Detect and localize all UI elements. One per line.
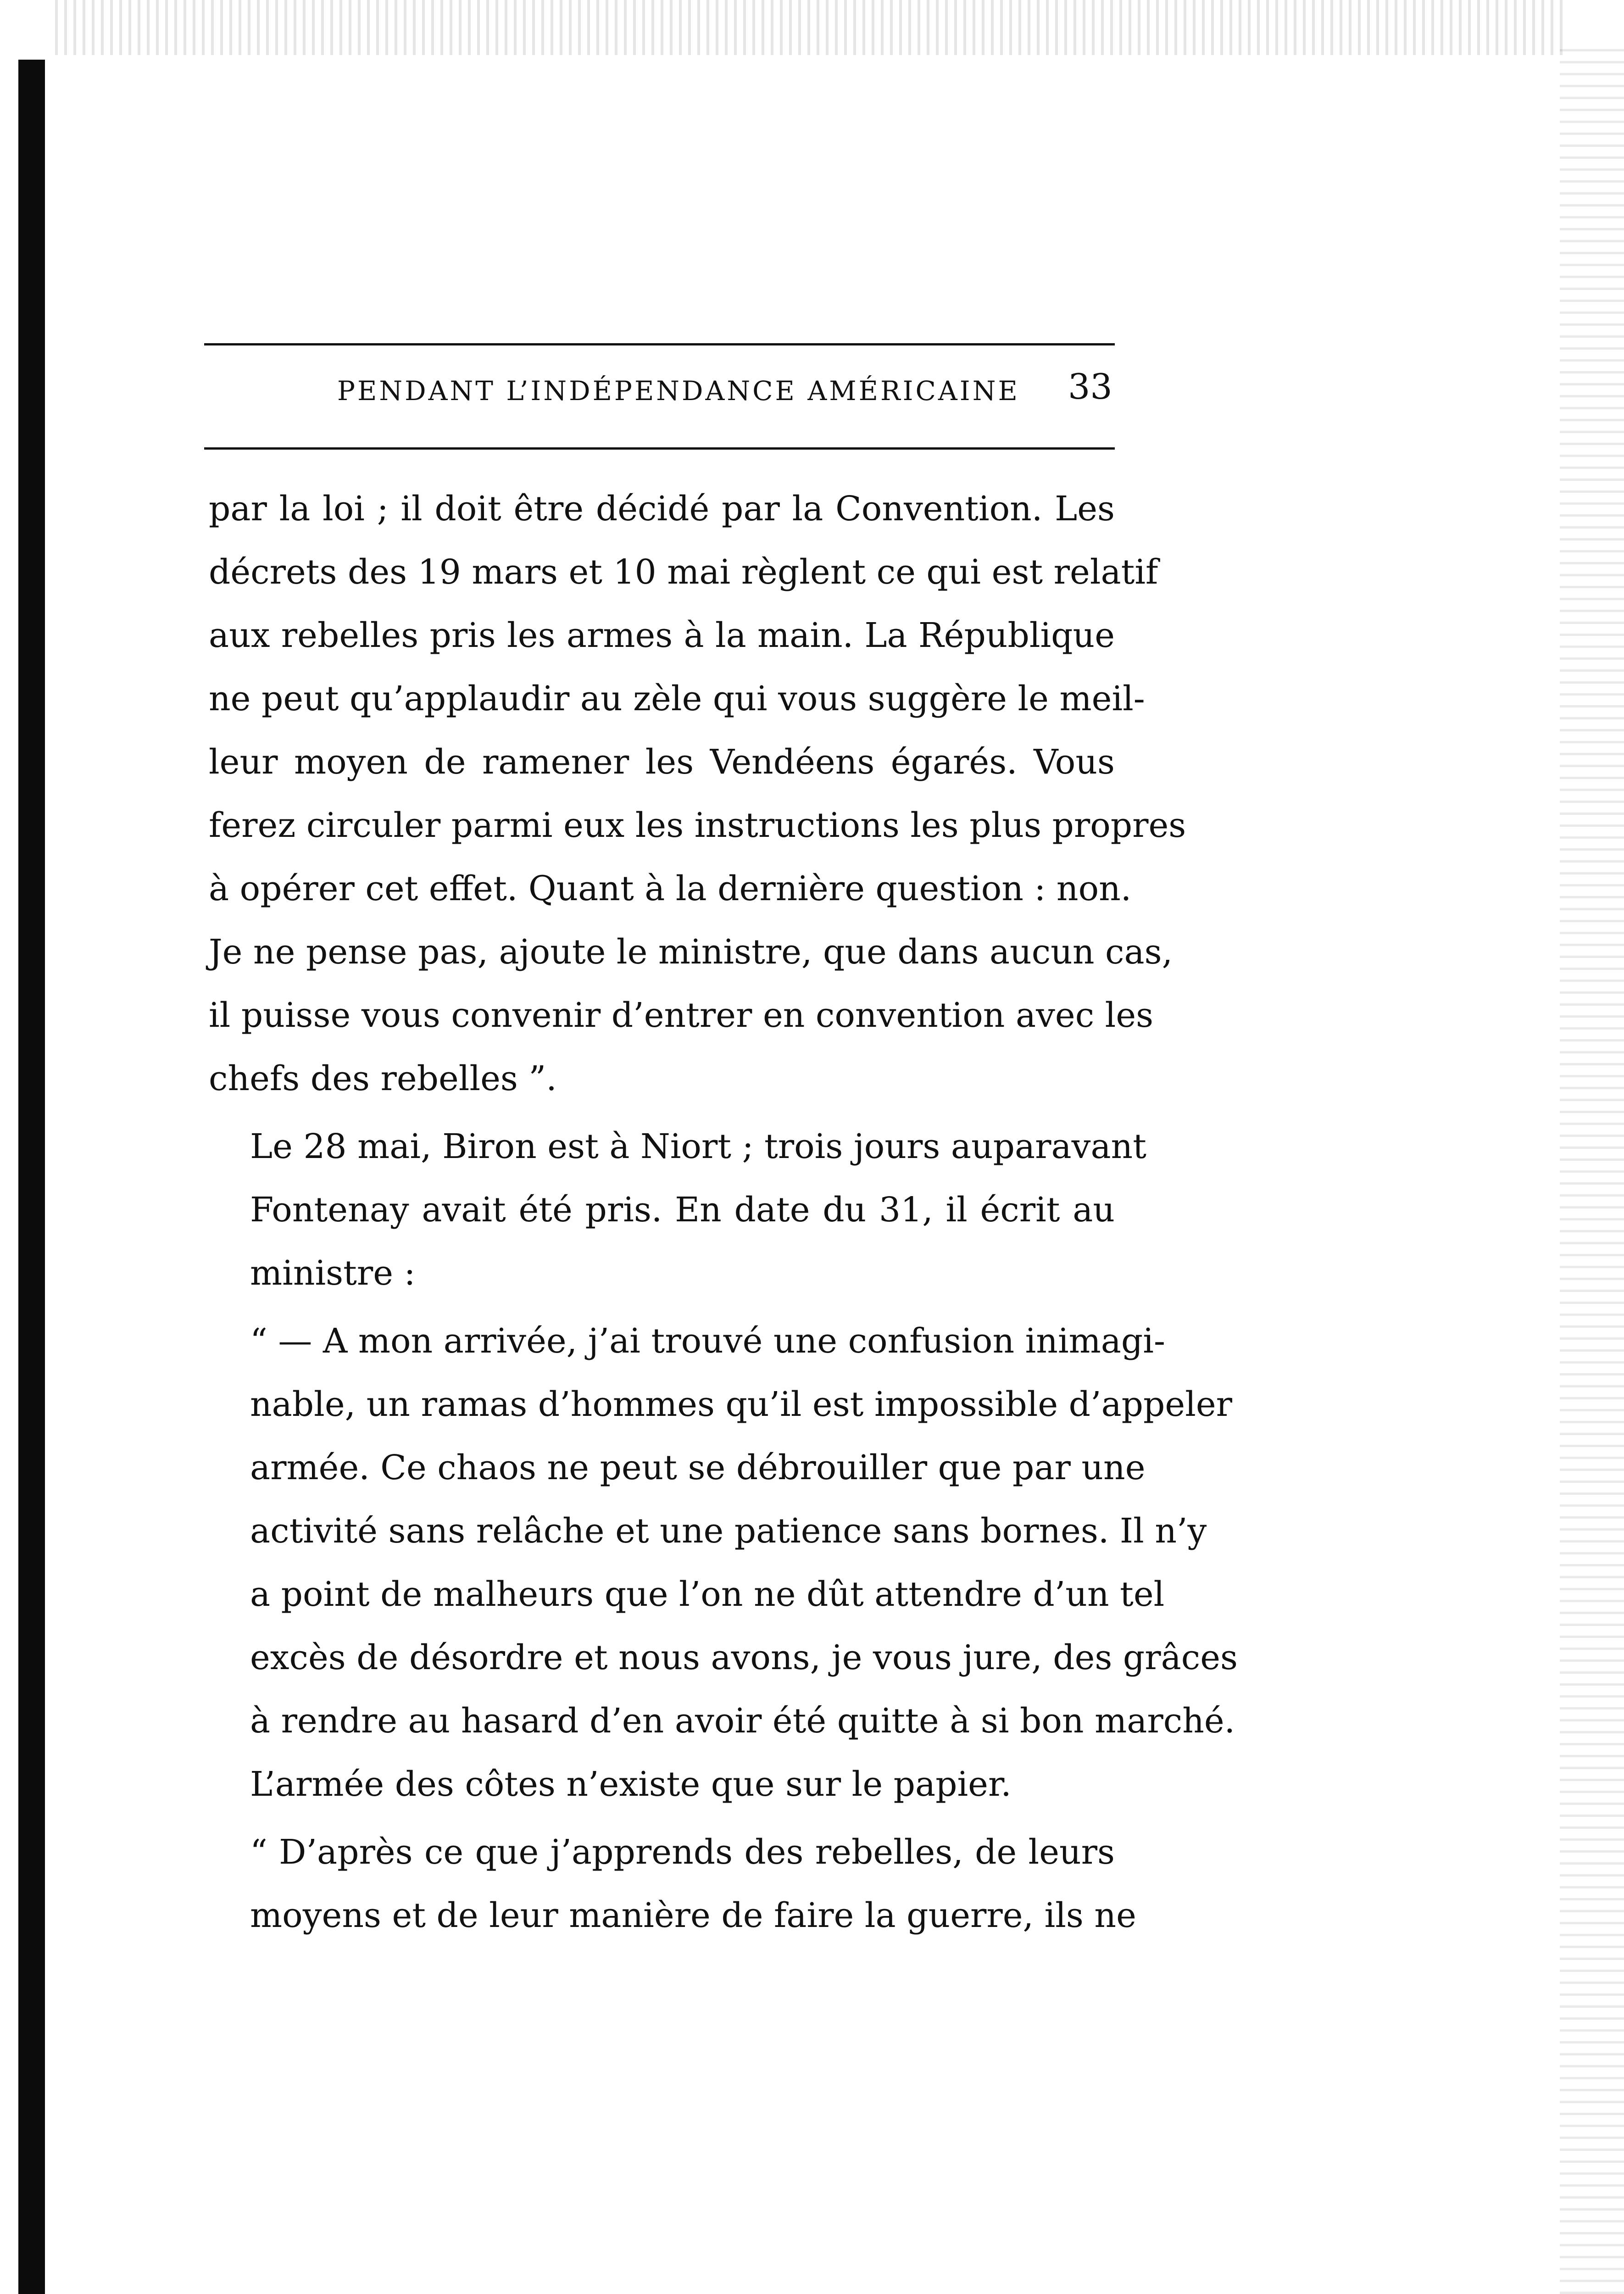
text-line: “ — A mon arrivée, j’ai trouvé une confusion inimagi- <box>250 1321 1165 1361</box>
text-line: excès de désordre et nous avons, je vous jure, des grâces <box>250 1638 1238 1677</box>
text-line: chefs des rebelles ”. <box>209 1059 557 1098</box>
text-line: nable, un ramas d’hommes qu’il est impossible d’appeler <box>250 1385 1233 1424</box>
paragraph <box>209 477 1186 1110</box>
text-line: a point de malheurs que l’on ne dût attendre d’un tel <box>250 1575 1165 1614</box>
text-line: leur moyen de ramener les Vendéens égarés. Vous <box>209 742 1115 782</box>
text-line: ferez circuler parmi eux les instructions les plus propres <box>209 806 1186 845</box>
paragraph <box>209 1115 1146 1305</box>
binding-shadow <box>18 60 45 2294</box>
paragraph <box>209 1821 1136 1947</box>
text-line: ministre : <box>250 1253 416 1293</box>
text-line: il puisse vous convenir d’entrer en convention avec les <box>209 996 1154 1035</box>
text-line: moyens et de leur manière de faire la guerre, ils ne <box>250 1896 1136 1935</box>
page-number: 33 <box>1068 366 1112 407</box>
header-rule-top <box>204 343 1115 345</box>
header-rule-bottom <box>204 447 1115 450</box>
text-line: ne peut qu’applaudir au zèle qui vous suggère le meil- <box>209 679 1145 718</box>
body-text <box>209 477 1238 1952</box>
text-line: “ D’après ce que j’apprends des rebelles, de leurs <box>250 1832 1115 1872</box>
text-line: activité sans relâche et une patience sans bornes. Il n’y <box>250 1511 1207 1551</box>
text-line: Fontenay avait été pris. En date du 31, il écrit au <box>250 1190 1115 1230</box>
text-line: à opérer cet effet. Quant à la dernière question : non. <box>209 869 1132 908</box>
text-line: par la loi ; il doit être décidé par la Convention. Les <box>209 489 1115 529</box>
text-line: aux rebelles pris les armes à la main. La République <box>209 616 1115 655</box>
scan-noise-top <box>55 0 1569 55</box>
scan-noise-right <box>1560 46 1624 2294</box>
text-line: décrets des 19 mars et 10 mai règlent ce qui est relatif <box>209 552 1158 592</box>
text-line: armée. Ce chaos ne peut se débrouiller que par une <box>250 1448 1146 1487</box>
text-line: L’armée des côtes n’existe que sur le papier. <box>250 1765 1012 1804</box>
paragraph <box>209 1309 1238 1816</box>
text-line: Je ne pense pas, ajoute le ministre, que dans aucun cas, <box>209 932 1173 972</box>
running-head: PENDANT L’INDÉPENDANCE AMÉRICAINE <box>337 375 1020 406</box>
text-line: Le 28 mai, Biron est à Niort ; trois jours auparavant <box>250 1127 1146 1166</box>
text-line: à rendre au hasard d’en avoir été quitte à si bon marché. <box>250 1701 1235 1741</box>
